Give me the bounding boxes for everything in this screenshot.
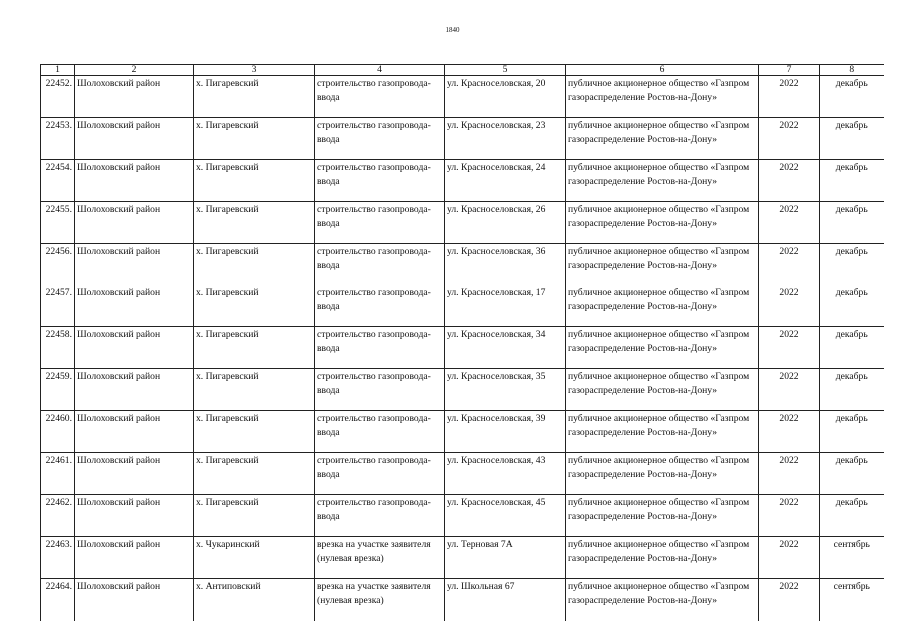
month-cell: декабрь	[820, 160, 884, 202]
address-cell: ул. Красноселовская, 23	[445, 118, 566, 160]
year-cell: 2022	[759, 202, 820, 244]
gas-works-table	[40, 64, 884, 621]
work-type-cell: строительство газопровода-ввода	[315, 202, 445, 244]
settlement-cell: х. Пигаревский	[194, 76, 315, 118]
table-row	[41, 495, 884, 537]
settlement-cell: х. Пигаревский	[194, 327, 315, 369]
organization-cell: публичное акционерное общество «Газпром газораспределение Ростов-на-Дону»	[566, 495, 759, 537]
work-type-cell: строительство газопровода-ввода	[315, 118, 445, 160]
work-type-cell: строительство газопровода-ввода	[315, 369, 445, 411]
table-row	[41, 579, 884, 622]
district-cell: Шолоховский район	[75, 76, 194, 118]
month-cell: декабрь	[820, 495, 884, 537]
month-cell: декабрь	[820, 285, 884, 327]
work-type-cell: строительство газопровода-ввода	[315, 327, 445, 369]
table-row	[41, 369, 884, 411]
district-cell: Шолоховский район	[75, 411, 194, 453]
settlement-cell: х. Чукаринский	[194, 537, 315, 579]
year-cell: 2022	[759, 579, 820, 622]
organization-cell: публичное акционерное общество «Газпром газораспределение Ростов-на-Дону»	[566, 453, 759, 495]
district-cell: Шолоховский район	[75, 453, 194, 495]
organization-cell: публичное акционерное общество «Газпром газораспределение Ростов-на-Дону»	[566, 202, 759, 244]
row-number: 22453.	[41, 118, 75, 160]
column-header: 5	[445, 65, 566, 76]
year-cell: 2022	[759, 495, 820, 537]
district-cell: Шолоховский район	[75, 285, 194, 327]
column-header: 1	[41, 65, 75, 76]
column-header: 2	[75, 65, 194, 76]
table-row	[41, 76, 884, 118]
organization-cell: публичное акционерное общество «Газпром газораспределение Ростов-на-Дону»	[566, 160, 759, 202]
work-type-cell: врезка на участке заявителя (нулевая врезка)	[315, 579, 445, 622]
district-cell: Шолоховский район	[75, 244, 194, 286]
year-cell: 2022	[759, 327, 820, 369]
table-row	[41, 411, 884, 453]
year-cell: 2022	[759, 118, 820, 160]
column-number-row	[41, 65, 884, 76]
settlement-cell: х. Пигаревский	[194, 411, 315, 453]
table-row	[41, 453, 884, 495]
settlement-cell: х. Пигаревский	[194, 453, 315, 495]
page-number: 1840	[445, 26, 460, 34]
column-header: 8	[820, 65, 884, 76]
address-cell: ул. Красноселовская, 36	[445, 244, 566, 286]
row-number: 22461.	[41, 453, 75, 495]
settlement-cell: х. Пигаревский	[194, 244, 315, 286]
settlement-cell: х. Пигаревский	[194, 285, 315, 327]
row-number: 22456.	[41, 244, 75, 286]
table-row	[41, 118, 884, 160]
table-row	[41, 285, 884, 327]
organization-cell: публичное акционерное общество «Газпром газораспределение Ростов-на-Дону»	[566, 537, 759, 579]
address-cell: ул. Красноселовская, 35	[445, 369, 566, 411]
address-cell: ул. Красноселовская, 26	[445, 202, 566, 244]
organization-cell: публичное акционерное общество «Газпром газораспределение Ростов-на-Дону»	[566, 285, 759, 327]
month-cell: декабрь	[820, 453, 884, 495]
row-number: 22454.	[41, 160, 75, 202]
year-cell: 2022	[759, 453, 820, 495]
organization-cell: публичное акционерное общество «Газпром газораспределение Ростов-на-Дону»	[566, 327, 759, 369]
year-cell: 2022	[759, 160, 820, 202]
column-header: 7	[759, 65, 820, 76]
year-cell: 2022	[759, 369, 820, 411]
work-type-cell: строительство газопровода-ввода	[315, 244, 445, 286]
table-row	[41, 327, 884, 369]
district-cell: Шолоховский район	[75, 327, 194, 369]
work-type-cell: строительство газопровода-ввода	[315, 453, 445, 495]
row-number: 22460.	[41, 411, 75, 453]
work-type-cell: строительство газопровода-ввода	[315, 160, 445, 202]
month-cell: декабрь	[820, 327, 884, 369]
organization-cell: публичное акционерное общество «Газпром газораспределение Ростов-на-Дону»	[566, 369, 759, 411]
row-number: 22452.	[41, 76, 75, 118]
work-type-cell: строительство газопровода-ввода	[315, 76, 445, 118]
row-number: 22462.	[41, 495, 75, 537]
district-cell: Шолоховский район	[75, 537, 194, 579]
work-type-cell: строительство газопровода-ввода	[315, 495, 445, 537]
table-body	[41, 76, 884, 622]
row-number: 22459.	[41, 369, 75, 411]
month-cell: сентябрь	[820, 579, 884, 622]
district-cell: Шолоховский район	[75, 579, 194, 622]
row-number: 22457.	[41, 285, 75, 327]
column-header: 4	[315, 65, 445, 76]
year-cell: 2022	[759, 411, 820, 453]
organization-cell: публичное акционерное общество «Газпром газораспределение Ростов-на-Дону»	[566, 244, 759, 286]
year-cell: 2022	[759, 76, 820, 118]
table-row	[41, 537, 884, 579]
address-cell: ул. Школьная 67	[445, 579, 566, 622]
settlement-cell: х. Пигаревский	[194, 118, 315, 160]
table-row	[41, 160, 884, 202]
address-cell: ул. Красноселовская, 34	[445, 327, 566, 369]
address-cell: ул. Терновая 7А	[445, 537, 566, 579]
row-number: 22464.	[41, 579, 75, 622]
organization-cell: публичное акционерное общество «Газпром газораспределение Ростов-на-Дону»	[566, 118, 759, 160]
work-type-cell: строительство газопровода-ввода	[315, 411, 445, 453]
month-cell: декабрь	[820, 118, 884, 160]
settlement-cell: х. Пигаревский	[194, 495, 315, 537]
work-type-cell: врезка на участке заявителя (нулевая врезка)	[315, 537, 445, 579]
organization-cell: публичное акционерное общество «Газпром газораспределение Ростов-на-Дону»	[566, 411, 759, 453]
year-cell: 2022	[759, 244, 820, 286]
column-header: 6	[566, 65, 759, 76]
settlement-cell: х. Антиповский	[194, 579, 315, 622]
settlement-cell: х. Пигаревский	[194, 202, 315, 244]
organization-cell: публичное акционерное общество «Газпром газораспределение Ростов-на-Дону»	[566, 76, 759, 118]
row-number: 22455.	[41, 202, 75, 244]
district-cell: Шолоховский район	[75, 369, 194, 411]
district-cell: Шолоховский район	[75, 160, 194, 202]
address-cell: ул. Красноселовская, 20	[445, 76, 566, 118]
month-cell: декабрь	[820, 76, 884, 118]
organization-cell: публичное акционерное общество «Газпром газораспределение Ростов-на-Дону»	[566, 579, 759, 622]
row-number: 22458.	[41, 327, 75, 369]
address-cell: ул. Красноселовская, 17	[445, 285, 566, 327]
year-cell: 2022	[759, 285, 820, 327]
settlement-cell: х. Пигаревский	[194, 369, 315, 411]
work-type-cell: строительство газопровода-ввода	[315, 285, 445, 327]
address-cell: ул. Красноселовская, 39	[445, 411, 566, 453]
district-cell: Шолоховский район	[75, 495, 194, 537]
year-cell: 2022	[759, 537, 820, 579]
month-cell: сентябрь	[820, 537, 884, 579]
month-cell: декабрь	[820, 411, 884, 453]
table-row	[41, 202, 884, 244]
table-row	[41, 244, 884, 286]
month-cell: декабрь	[820, 244, 884, 286]
row-number: 22463.	[41, 537, 75, 579]
district-cell: Шолоховский район	[75, 118, 194, 160]
month-cell: декабрь	[820, 202, 884, 244]
settlement-cell: х. Пигаревский	[194, 160, 315, 202]
district-cell: Шолоховский район	[75, 202, 194, 244]
column-header: 3	[194, 65, 315, 76]
address-cell: ул. Красноселовская, 24	[445, 160, 566, 202]
address-cell: ул. Красноселовская, 45	[445, 495, 566, 537]
month-cell: декабрь	[820, 369, 884, 411]
address-cell: ул. Красноселовская, 43	[445, 453, 566, 495]
